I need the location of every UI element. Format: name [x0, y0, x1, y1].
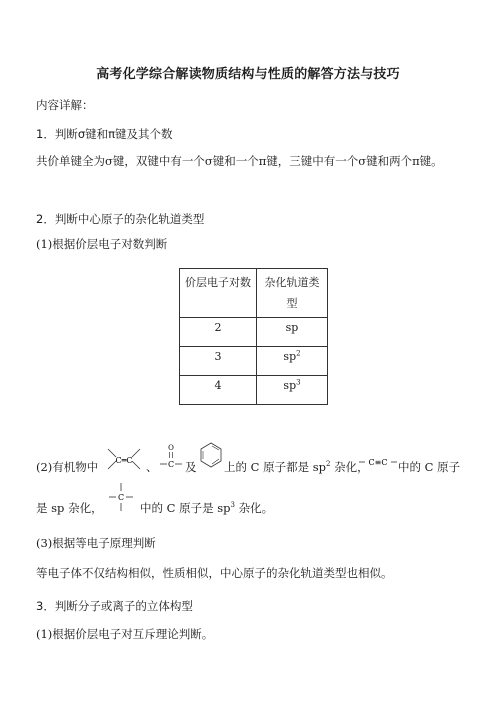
section-3-heading: 3．判断分子或离子的立体构型 — [36, 599, 193, 613]
table-cell: $sp^3$ — [257, 376, 328, 405]
alkyne-structure-icon — [358, 452, 398, 470]
sp3-carbon-icon — [106, 481, 136, 517]
sp3-text: C — [117, 493, 125, 502]
carbonyl-structure-icon — [158, 441, 184, 475]
table-cell: 3 — [180, 347, 257, 376]
benzene-ring-icon — [198, 440, 224, 474]
table-cell: 4 — [180, 376, 257, 405]
table-row — [180, 347, 328, 376]
table-cell: $sp^2$ — [257, 347, 328, 376]
sep-1: 、 — [146, 460, 158, 474]
section-2-heading: 2．判断中心原子的杂化轨道类型 — [36, 212, 205, 226]
section-2-sub3: (3)根据等电子原理判断 — [36, 536, 156, 550]
hybridization-table — [179, 268, 328, 405]
table-cell: 2 — [180, 318, 257, 347]
section-2-sub2-mid3: 中的 C 原子 — [398, 460, 461, 474]
table-header-pairs: 价层电子对数 — [180, 269, 257, 318]
section-2-sub3-body: 等电子体不仅结构相似，性质相似，中心原子的杂化轨道类型也相似。 — [36, 566, 393, 580]
table-row — [180, 318, 328, 347]
section-2-sub2-mid: 上的 C 原子都是 $sp^2$ 杂化， — [224, 460, 369, 474]
intro-label: 内容详解： — [36, 98, 94, 112]
table-row — [180, 376, 328, 405]
section-2-sub2-prefix: (2)有机物中 — [36, 460, 99, 474]
section-2-sub2-line2b: 中的 C 原子是 $sp^3$ 杂化。 — [140, 501, 274, 515]
section-3-sub1: (1)根据价层电子对互斥理论判断。 — [36, 627, 214, 641]
section-2-sub1: (1)根据价层电子对数判断 — [36, 237, 168, 251]
table-header-type: 杂化轨道类型 — [257, 269, 328, 318]
alkene-text: C═C — [115, 456, 133, 465]
section-1-heading: 1．判断σ键和π键及其个数 — [36, 127, 173, 141]
page-title: 高考化学综合解读物质结构与性质的解答方法与技巧 — [96, 67, 400, 82]
carbonyl-o: O — [168, 444, 174, 452]
alkene-structure-icon — [104, 443, 144, 477]
carbonyl-c: C — [167, 460, 175, 469]
alkyne-text: C≡C — [368, 458, 388, 467]
section-1-body: 共价单键全为σ键，双键中有一个σ键和一个π键，三键中有一个σ键和两个π键。 — [36, 154, 443, 168]
sep-2: 及 — [185, 460, 197, 474]
section-2-sub2-line2a: 是 sp 杂化， — [36, 501, 103, 515]
table-cell: sp — [257, 318, 328, 347]
